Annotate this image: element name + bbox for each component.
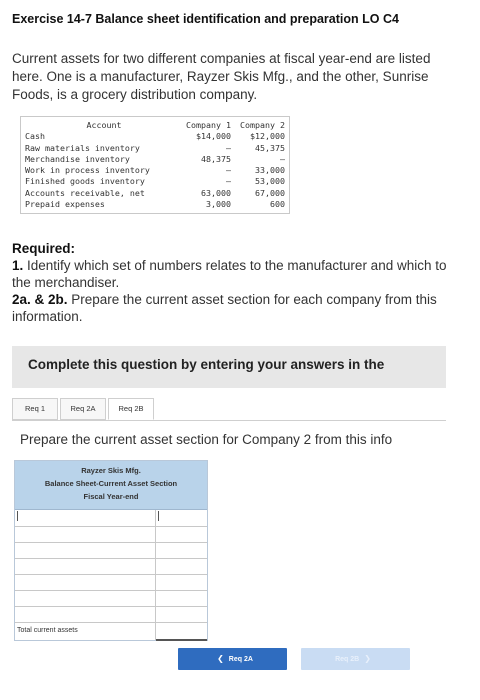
company-2-value: – <box>280 153 285 164</box>
data-table-header <box>23 120 287 131</box>
account-name: Finished goods inventory <box>25 176 145 187</box>
company-2-value: 45,375 <box>255 142 285 153</box>
tabs-divider <box>12 420 446 421</box>
account-dropdown[interactable] <box>15 575 156 590</box>
current-asset-form <box>14 460 208 641</box>
required-item-1-text: Identify which set of numbers relates to the manufacturer and which to the merchandiser. <box>12 258 447 290</box>
company-1-value: 48,375 <box>201 153 231 164</box>
account-name: Work in process inventory <box>25 165 150 176</box>
company-2-value: $12,000 <box>250 131 285 142</box>
form-company-name: Rayzer Skis Mfg. <box>81 466 141 475</box>
account-name: Cash <box>25 131 45 142</box>
account-name: Prepaid expenses <box>25 199 105 210</box>
amount-input[interactable] <box>156 575 207 590</box>
prev-req-button[interactable] <box>178 648 287 670</box>
instructions-banner: Complete this question by entering your answers in the <box>12 346 446 388</box>
company-1-value: – <box>226 142 231 153</box>
form-row <box>15 542 207 558</box>
company-2-value: 53,000 <box>255 176 285 187</box>
company-2-value: 67,000 <box>255 187 285 198</box>
amount-input[interactable] <box>156 591 207 606</box>
required-heading: Required: <box>12 241 76 256</box>
company-2-value: 600 <box>270 199 285 210</box>
exercise-intro: Current assets for two different companies at fiscal year-end are listed here. One is a manufacturer, Rayzer Skis Mfg., and the other, Sunrise Foods, is a grocery distribution company. <box>12 51 431 102</box>
company-1-value: $14,000 <box>196 131 231 142</box>
total-label: Total current assets <box>15 623 156 640</box>
account-dropdown[interactable] <box>15 543 156 558</box>
form-row <box>15 526 207 542</box>
table-row <box>23 188 287 199</box>
form-body <box>15 510 207 640</box>
header-company-2: Company 2 <box>240 120 285 130</box>
table-row <box>23 199 287 210</box>
company-1-value: – <box>226 176 231 187</box>
amount-input[interactable] <box>156 543 207 558</box>
chevron-right-icon: ❯ <box>364 654 371 663</box>
text-caret-icon <box>17 511 18 521</box>
company-2-value: 33,000 <box>255 165 285 176</box>
header-company-1: Company 1 <box>186 120 231 130</box>
form-row <box>15 558 207 574</box>
tab-req-2b[interactable]: Req 2B <box>108 398 154 420</box>
tab-req-2a[interactable]: Req 2A <box>60 398 106 420</box>
account-name: Raw materials inventory <box>25 142 140 153</box>
table-row <box>23 165 287 176</box>
chevron-left-icon: ❮ <box>217 654 224 663</box>
next-req-button[interactable] <box>301 648 410 670</box>
table-row <box>23 131 287 142</box>
required-section <box>12 240 462 325</box>
form-row <box>15 510 207 526</box>
account-dropdown[interactable] <box>15 607 156 622</box>
table-row <box>23 176 287 187</box>
text-caret-icon <box>158 511 159 521</box>
amount-input[interactable] <box>156 559 207 574</box>
current-assets-data-table <box>20 116 290 214</box>
amount-input[interactable] <box>156 527 207 542</box>
account-name: Merchandise inventory <box>25 153 130 164</box>
form-row <box>15 606 207 622</box>
account-dropdown[interactable] <box>15 591 156 606</box>
table-row <box>23 154 287 165</box>
account-name: Accounts receivable, net <box>25 187 145 198</box>
company-1-value: 63,000 <box>201 187 231 198</box>
form-section-title: Balance Sheet-Current Asset Section <box>44 479 178 488</box>
account-dropdown[interactable] <box>15 559 156 574</box>
amount-input[interactable] <box>156 510 207 526</box>
tab-req-1[interactable]: Req 1 <box>12 398 58 420</box>
total-row <box>15 622 207 640</box>
required-item-2-number: 2a. & 2b. <box>12 292 68 307</box>
form-header <box>15 461 207 510</box>
exercise-title: Exercise 14-7 Balance sheet identification and preparation LO C4 <box>12 12 399 26</box>
form-period: Fiscal Year-end <box>83 492 139 501</box>
table-row <box>23 143 287 154</box>
total-amount-input[interactable] <box>156 623 207 641</box>
company-1-value: 3,000 <box>206 199 231 210</box>
form-row <box>15 574 207 590</box>
header-account: Account <box>86 120 122 130</box>
question-prompt: Prepare the current asset section for Company 2 from this info <box>20 432 393 447</box>
form-row <box>15 590 207 606</box>
requirement-tabs <box>12 398 156 422</box>
prev-req-label: Req 2A <box>228 656 253 663</box>
company-1-value: – <box>226 165 231 176</box>
required-item-1-number: 1. <box>12 258 24 273</box>
amount-input[interactable] <box>156 607 207 622</box>
account-dropdown[interactable] <box>15 527 156 542</box>
account-dropdown[interactable] <box>15 510 156 526</box>
next-req-label: Req 2B <box>335 656 360 663</box>
required-item-2-text: Prepare the current asset section for each company from this information. <box>12 292 437 324</box>
